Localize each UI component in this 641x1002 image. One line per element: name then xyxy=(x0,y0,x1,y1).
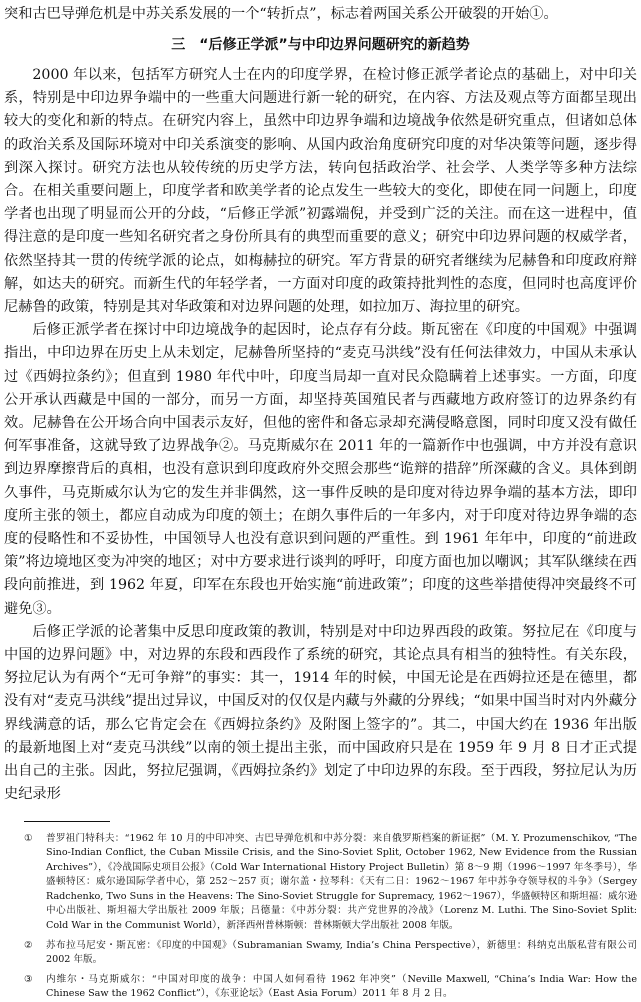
footnote-divider xyxy=(24,821,110,822)
footnote-marker: ③ xyxy=(24,973,46,1002)
continuation-line: 突和古巴导弹危机是中苏关系发展的一个“转折点”，标志着两国关系公开破裂的开始①。 xyxy=(4,4,637,24)
footnote-marker: ① xyxy=(24,832,46,934)
footnote-text: 普罗祖门特科夫：“1962 年 10 月的中印冲突、古巴导弹危机和中苏分裂：来自俄罗斯档案的新证据”（M. Y. Prozumenschikov, “The Sino-Indian Conflict, the Cuban Missile Crisis, and the Sino-Soviet Split, October 1962, New Evidence from the Russian Archives”），《冷战国际史项目公报》（Cold War International History Project Bulletin）第 8～9 期（1996～1997 年冬季号），华盛顿特区：威尔逊国际学者中心，第 252～257 页；谢尔盖・拉琴科：《天有二日：1962～1967 年中苏争夺领导权的斗争》（Sergey Radchenko, Two Suns in the Heavens: The Sino-Soviet Struggle for Supremacy, 1962～1967），华盛顿特区和斯坦福：威尔逊中心出版社、斯坦福大学出版社 2009 年版；吕德量：《中苏分裂：共产党世界的冷战》（Lorenz M. Luthi. The Sino-Soviet Split: Cold War in the Communist World），新泽西州普林斯顿：普林斯顿大学出版社 2008 年版。 xyxy=(46,832,637,934)
footnote-1 xyxy=(24,832,637,934)
footnote-marker: ② xyxy=(24,939,46,968)
footnote-text: 苏布拉马尼安・斯瓦密：《印度的中国观》（Subramanian Swamy, India’s China Perspective），新德里：科纳克出版私营有限公司 2002 年版。 xyxy=(46,939,637,968)
footnote-text: 内维尔・马克斯威尔：“中国对印度的战争：中国人如何看待 1962 年冲突”（Neville Maxwell, “China’s India War: How the Chinese Saw the 1962 Conflict”），《东亚论坛》（East Asia Forum）2011 年 8 月 2 日。 xyxy=(46,973,637,1002)
footnote-2 xyxy=(24,939,637,968)
body-paragraph-2: 后修正派学者在探讨中印边境战争的起因时，论点存有分歧。斯瓦密在《印度的中国观》中强调指出，中印边界在历史上从未划定，尼赫鲁所坚持的“麦克马洪线”没有任何法律效力，中国从未承认过《西姆拉条约》；但直到 1980 年代中叶，印度当局却一直对民众隐瞒着上述事实。一方面，印度公开承认西藏是中国的一部分，而另一方面，却坚持英国殖民者与西藏地方政府签订的边界条约有效。尼赫鲁在公开场合向中国表示友好，但他的密件和备忘录却充满侵略意图，同时印度又没有做任何军事准备，这就导致了边界战争②。马克斯威尔在 2011 年的一篇新作中也强调，中方并没有意识到边界摩擦背后的真相，也没有意识到印度政府外交照会那些“诡辩的措辞”所深藏的含义。具体到朗久事件，马克斯威尔认为它的发生并非偶然，这一事件反映的是印度对待边界争端的基本方法，即印度所主张的领土，都应自动成为印度的领土；在朗久事件后的一年多内，对于印度对待边界争端的态度的侵略性和不妥协性，中国领导人也没有意识到问题的严重性。到 1961 年年中，印度的“前进政策”将边境地区变为冲突的地区；对中方要求进行谈判的呼吁，印度方面也加以嘲讽；其军队继续在西段向前推进，到 1962 年夏，印军在东段也开始实施“前进政策”；印度的这些举措使得冲突最终不可避免③。 xyxy=(4,319,637,621)
body-paragraph-1: 2000 年以来，包括军方研究人士在内的印度学界，在检讨修正派学者论点的基础上，对中印关系，特别是中印边界争端中的一些重大问题进行新一轮的研究，在内容、方法及观点等方面都呈现出较大的变化和新的特点。在研究内容上，虽然中印边界争端和边境战争依然是研究重点，但诸如总体的政治关系及国际环境对中印关系演变的影响、从国内政治角度研究印度的对华决策等问题，逐步得到深入探讨。研究方法也从较传统的历史学方法，转向包括政治学、社会学、人类学等多种方法综合。在相关重要问题上，印度学者和欧美学者的论点发生一些较大的变化，即使在同一问题上，印度学者也出现了明显而公开的分歧，“后修正学派”初露端倪，并受到广泛的关注。而在这一进程中，值得注意的是印度一些知名研究者之身份所具有的典型而重要的意义；研究中印边界问题的权威学者，依然坚持其一贯的传统学派的论点，如梅赫拉的研究。军方背景的研究者继续为尼赫鲁和印度政府辩解，如达夫的研究。而新生代的年轻学者，一方面对印度的政策持批判性的态度，但同时也高度评价尼赫鲁的政策，特别是其对华政策和对边界问题的处理，如拉加万、海拉里的研究。 xyxy=(4,64,637,319)
body-paragraph-3: 后修正学派的论著集中反思印度政策的教训，特别是对中印边界西段的政策。努拉尼在《印度与中国的边界问题》中，对边界的东段和西段作了系统的研究，其论点具有相当的独特性。有关东段，努拉尼认为有两个“无可争辩”的事实：其一，1914 年的时候，中国无论是在西姆拉还是在德里，都没有对“麦克马洪线”提出过异议，中国反对的仅仅是内藏与外藏的分界线；“如果中国当时对内外藏分界线满意的话，那么它肯定会在《西姆拉条约》及附图上签字的”。其二，中国大约在 1936 年出版的最新地图上对“麦克马洪线”以南的领土提出主张，而中国政府只是在 1959 年 9 月 8 日才正式提出自己的主张。因此，努拉尼强调，《西姆拉条约》划定了中印边界的东段。至于西段，努拉尼认为历史纪录形 xyxy=(4,621,637,807)
footnotes xyxy=(24,832,637,1002)
section-heading: 三 “后修正学派”与中印边界问题研究的新趋势 xyxy=(4,35,637,55)
footnote-3 xyxy=(24,973,637,1002)
